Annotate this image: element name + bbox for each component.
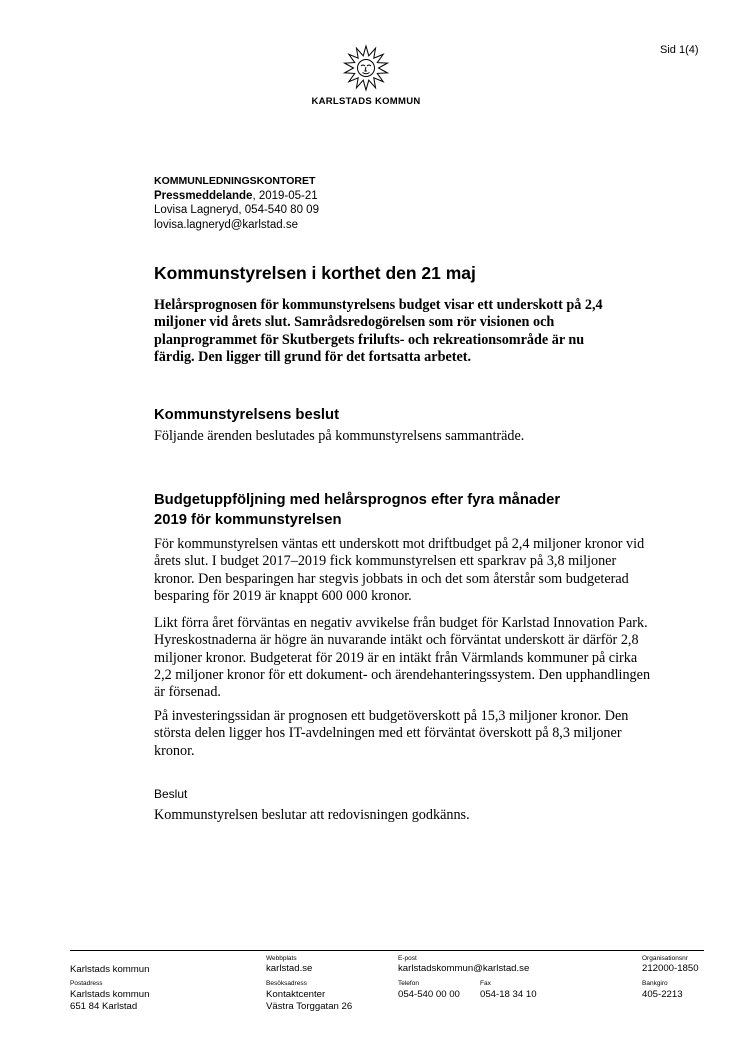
section-intro-text: Följande ärenden beslutades på kommunstyrelsens sammanträde. bbox=[154, 428, 525, 444]
contact-block bbox=[154, 174, 319, 232]
contact-person: Lovisa Lagneryd, 054-540 80 09 bbox=[154, 204, 319, 216]
footer-visit-label: Besöksadress bbox=[266, 980, 307, 987]
footer-phone-value: 054-540 00 00 bbox=[398, 989, 460, 1000]
footer-fax-label: Fax bbox=[480, 980, 491, 987]
logo-wordmark: KARLSTADS KOMMUN bbox=[311, 96, 421, 107]
footer-bankgiro-label: Bankgiro bbox=[642, 980, 668, 987]
contact-email: lovisa.lagneryd@karlstad.se bbox=[154, 218, 298, 231]
budget-paragraph: Likt förra året förväntas en negativ avvikelse från budget för Karlstad Innovation Park. Hyreskostnaderna är högre än nuvarande intäkt och förväntat underskott är därför 2,8 miljoner kronor. Budgeterat för 2019 är en intäkt från Värmlands kommuner på cirka 2,2 miljoner kronor för ett dokument- och ärendehanteringssystem. Den upphandlingen är försenad. bbox=[154, 615, 651, 701]
page-number: Sid 1(4) bbox=[660, 44, 699, 56]
footer-visit-line2: Västra Torggatan 26 bbox=[266, 1001, 353, 1012]
department-name: KOMMUNLEDNINGSKONTORET bbox=[154, 175, 316, 187]
decision-label: Beslut bbox=[154, 787, 188, 801]
press-release-label: Pressmeddelande bbox=[154, 189, 253, 202]
press-release-date: , 2019-05-21 bbox=[252, 189, 318, 202]
footer-visit-line1: Kontaktcenter bbox=[266, 989, 326, 1000]
budget-paragraph: För kommunstyrelsen väntas ett underskott mot driftbudget på 2,4 miljoner kronor vid årets slut. I budget 2017–2019 fick kommunstyrelsen ett sparkrav på 3,8 miljoner kronor. Den besparingen har stegvis jobbats in och det som återstår som budgeterad besparing för 2019 är knappt 600 000 kronor. bbox=[154, 536, 645, 604]
page-title: Kommunstyrelsen i korthet den 21 maj bbox=[154, 263, 476, 283]
sun-face-logo-icon bbox=[341, 44, 391, 92]
footer-orgnr-value: 212000-1850 bbox=[642, 963, 699, 974]
section-heading-budget: Budgetuppföljning med helårsprognos efter fyra månader 2019 för kommunstyrelsen bbox=[154, 492, 561, 528]
footer-bankgiro-value: 405-2213 bbox=[642, 989, 683, 1000]
footer-web-value: karlstad.se bbox=[266, 963, 313, 974]
footer-org-name: Karlstads kommun bbox=[70, 964, 150, 975]
footer-postal-line2: 651 84 Karlstad bbox=[70, 1001, 138, 1012]
decision-text: Kommunstyrelsen beslutar att redovisningen godkänns. bbox=[154, 807, 470, 823]
press-release-line bbox=[154, 189, 319, 204]
footer-email-value: karlstadskommun@karlstad.se bbox=[398, 963, 530, 974]
footer-orgnr-label: Organisationsnr bbox=[642, 955, 688, 962]
ingress-paragraph: Helårsprognosen för kommunstyrelsens budget visar ett underskott på 2,4 miljoner vid årets slut. Samrådsredogörelsen som rör visionen och planprogrammet för Skutbergets frilufts- och rekreationsområde är nu färdig. Den ligger till grund för det fortsatta arbetet. bbox=[154, 297, 603, 365]
footer-web-label: Webbplats bbox=[266, 955, 297, 962]
section-heading-decisions: Kommunstyrelsens beslut bbox=[154, 407, 340, 423]
footer-phone-label: Telefon bbox=[398, 980, 419, 987]
footer-fax-value: 054-18 34 10 bbox=[480, 989, 537, 1000]
footer-divider bbox=[70, 950, 704, 951]
footer-postal-line1: Karlstads kommun bbox=[70, 989, 150, 1000]
footer-postal-label: Postadress bbox=[70, 980, 103, 987]
municipality-logo bbox=[300, 44, 432, 107]
budget-paragraph: På investeringssidan är prognosen ett budgetöverskott på 15,3 miljoner kronor. Den största delen ligger hos IT-avdelningen med ett förväntat överskott på 8,3 miljoner kronor. bbox=[154, 708, 629, 759]
footer-email-label: E-post bbox=[398, 955, 417, 962]
